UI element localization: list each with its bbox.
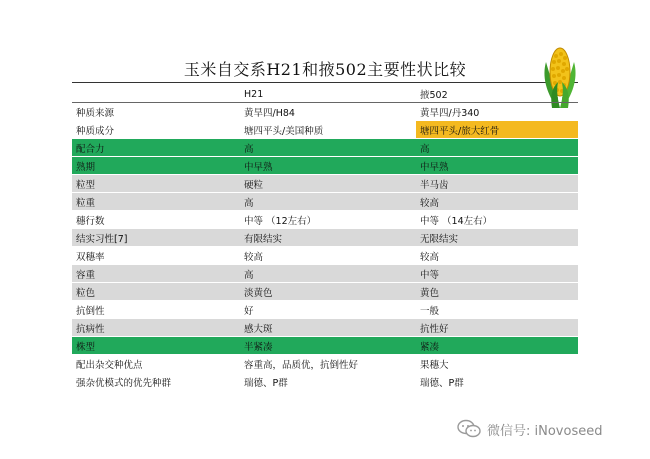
h21-value: 高 <box>244 269 254 281</box>
table-row <box>72 229 578 247</box>
ye502-value: 中早熟 <box>420 161 449 173</box>
watermark-text: 微信号: iNovoseed <box>487 423 603 439</box>
header-col1 <box>72 86 240 102</box>
table-row <box>72 355 578 373</box>
ye502-value: 黄色 <box>420 287 440 299</box>
wechat-icon <box>457 419 481 439</box>
h21-value: 感大斑 <box>244 323 273 335</box>
page-title: 玉米自交系H21和掖502主要性状比较 <box>183 60 467 79</box>
h21-value: 硬粒 <box>244 179 264 191</box>
row-label: 抗倒性 <box>76 305 105 317</box>
ye502-value: 较高 <box>420 251 440 263</box>
row-label: 种质成分 <box>76 125 115 137</box>
row-label: 熟期 <box>76 161 96 173</box>
table-row <box>72 121 578 139</box>
h21-value: 黄旱四/H84 <box>244 107 295 119</box>
ye502-value: 瑞德、P群 <box>420 377 464 389</box>
table-row <box>72 319 578 337</box>
row-label: 配合力 <box>76 143 105 155</box>
h21-value: 容重高，品质优，抗倒性好 <box>244 359 359 371</box>
ye502-value: 中等 （14左右） <box>420 215 493 227</box>
row-label: 穗行数 <box>76 215 105 227</box>
header-col3: 掖502 <box>420 90 448 101</box>
ye502-value: 紧凑 <box>420 341 440 353</box>
table-row <box>72 373 578 391</box>
table-row <box>72 103 578 121</box>
ye502-value: 无限结实 <box>420 233 459 245</box>
h21-value: 高 <box>244 197 254 209</box>
ye502-value: 中等 <box>420 269 440 281</box>
h21-value: 有限结实 <box>244 233 283 245</box>
table-row <box>72 283 578 301</box>
ye502-value: 半马齿 <box>420 179 449 191</box>
h21-value: 高 <box>244 143 254 155</box>
table-row <box>72 157 578 175</box>
comparison-table <box>72 86 578 391</box>
h21-value: 瑞德、P群 <box>244 377 288 389</box>
row-label: 粒型 <box>76 179 96 191</box>
h21-value: 较高 <box>244 251 264 263</box>
row-label: 双穗率 <box>76 251 105 263</box>
table-row <box>72 193 578 211</box>
h21-value: 淡黄色 <box>244 287 273 299</box>
ye502-value: 较高 <box>420 197 440 209</box>
row-label: 结实习性[7] <box>76 233 128 245</box>
wechat-watermark <box>457 419 602 439</box>
h21-value: 半紧凑 <box>244 341 273 353</box>
row-label: 粒重 <box>76 197 96 209</box>
row-label: 株型 <box>76 341 96 353</box>
row-label: 容重 <box>76 269 96 281</box>
h21-value: 塘四平头/美国种质 <box>244 125 324 137</box>
table-row <box>72 301 578 319</box>
row-label: 抗病性 <box>76 323 105 335</box>
ye502-value-highlighted: 塘四平头/旅大红骨 <box>416 121 578 138</box>
row-label: 种质来源 <box>76 107 115 119</box>
ye502-value: 黄旱四/丹340 <box>420 107 480 119</box>
table-row <box>72 337 578 355</box>
row-label: 配出杂交种优点 <box>76 359 143 371</box>
table-row <box>72 265 578 283</box>
h21-value: 中早熟 <box>244 161 273 173</box>
ye502-value: 抗性好 <box>420 323 449 335</box>
header-col2: H21 <box>244 88 264 100</box>
table-row <box>72 139 578 157</box>
table-row <box>72 175 578 193</box>
h21-value: 中等 （12左右） <box>244 215 317 227</box>
ye502-value: 高 <box>420 143 430 155</box>
ye502-value: 果穗大 <box>420 359 449 371</box>
row-label: 强杂优模式的优先种群 <box>76 377 172 389</box>
table-header-row <box>72 86 578 103</box>
h21-value: 好 <box>244 305 254 317</box>
table-row <box>72 211 578 229</box>
ye502-value: 一般 <box>420 305 440 317</box>
table-row <box>72 247 578 265</box>
row-label: 粒色 <box>76 287 96 299</box>
title-divider <box>72 82 578 83</box>
